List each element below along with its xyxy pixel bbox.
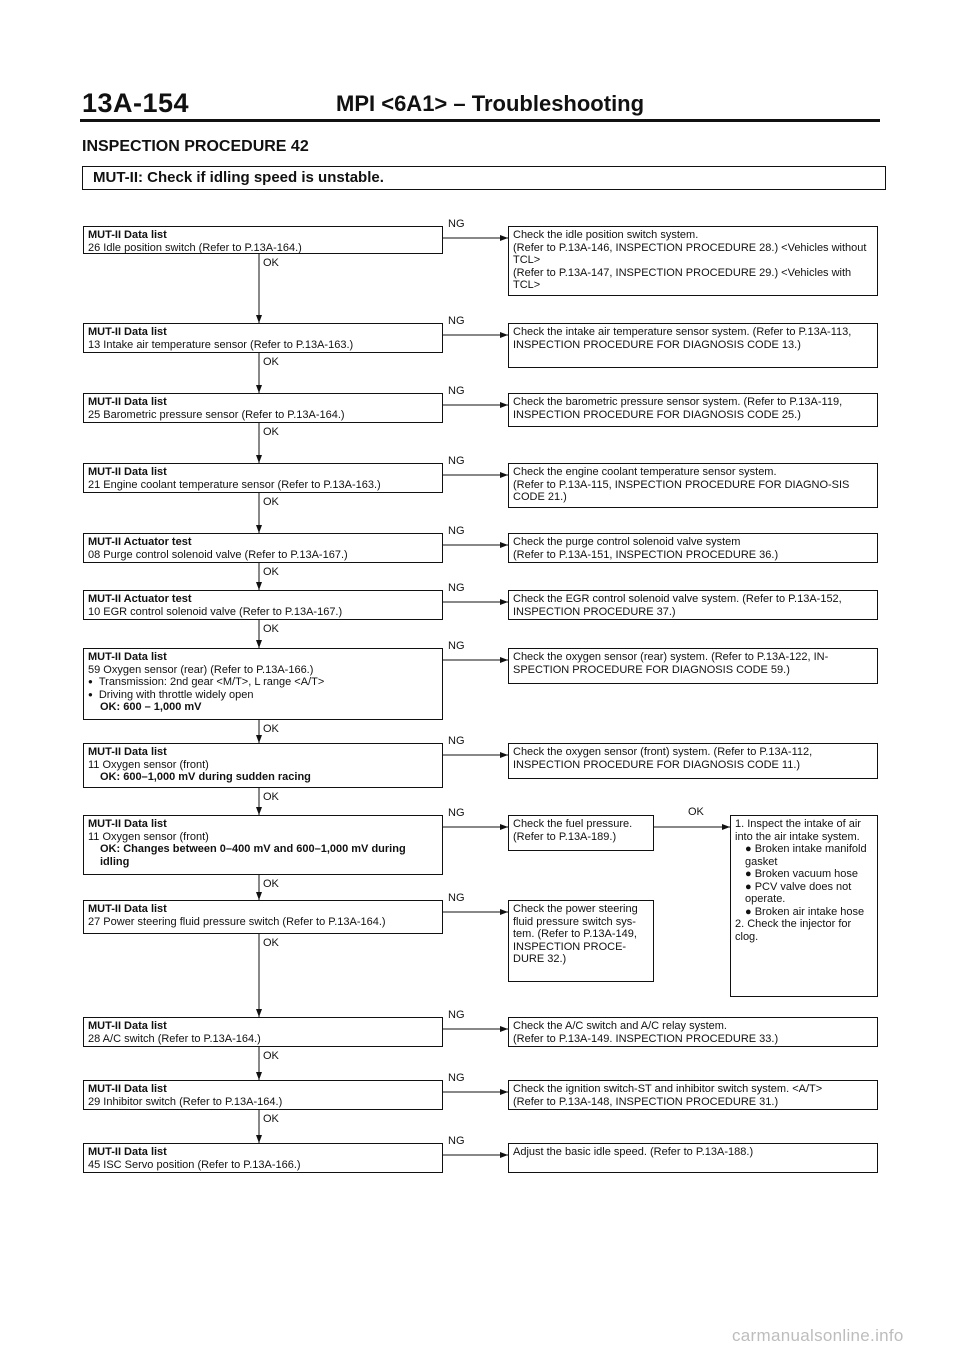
ng-action-box xyxy=(508,533,878,563)
arrow-head xyxy=(256,315,262,323)
ng-action-text: Check the ignition switch-ST and inhibitor switch system. <A/T> xyxy=(513,1083,823,1095)
arrow-head xyxy=(500,472,508,478)
ng-label: NG xyxy=(448,218,465,230)
step-line: 11 Oxygen sensor (front) xyxy=(88,758,209,771)
step-line: 26 Idle position switch (Refer to P.13A-164.) xyxy=(88,241,302,254)
arrow-head xyxy=(500,332,508,338)
ng-action-box xyxy=(508,463,878,508)
step-title: MUT-II Data list xyxy=(88,818,167,830)
ok-label: OK xyxy=(263,878,279,890)
arrow-head xyxy=(500,235,508,241)
step-title: MUT-II Data list xyxy=(88,903,167,915)
page-number: 13A-154 xyxy=(82,88,190,118)
ng-action-box xyxy=(508,590,878,620)
ng-action-text: Check the oxygen sensor (front) system. (Refer to P.13A-112, INSPECTION PROCEDURE FOR DIAGNOSIS CODE 11.) xyxy=(513,746,813,771)
arrow-head xyxy=(500,752,508,758)
step-box xyxy=(83,590,443,620)
step-line: 28 A/C switch (Refer to P.13A-164.) xyxy=(88,1032,261,1045)
ng-label: NG xyxy=(448,315,465,327)
ng-action-box xyxy=(508,648,878,684)
ok-label: OK xyxy=(263,356,279,368)
step-title: MUT-II Data list xyxy=(88,466,167,478)
ng-label: NG xyxy=(448,385,465,397)
step-title: MUT-II Data list xyxy=(88,396,167,408)
step-line: 29 Inhibitor switch (Refer to P.13A-164.) xyxy=(88,1095,283,1108)
step-box xyxy=(83,815,443,875)
arrow-head xyxy=(500,599,508,605)
step-line: OK: Changes between 0–400 mV and 600–1,000 mV during idling xyxy=(100,843,409,868)
ok-label: OK xyxy=(263,1050,279,1062)
step-title: MUT-II Data list xyxy=(88,651,167,663)
step-line: 59 Oxygen sensor (rear) (Refer to P.13A-166.) xyxy=(88,663,314,676)
ng-action-text: Check the A/C switch and A/C relay system. xyxy=(513,1020,727,1032)
inspect-box xyxy=(730,815,878,997)
arrow-head xyxy=(256,1072,262,1080)
step-line: 27 Power steering fluid pressure switch (Refer to P.13A-164.) xyxy=(88,915,386,928)
ng-action-box xyxy=(508,1080,878,1110)
arrow-head xyxy=(500,542,508,548)
step-box xyxy=(83,1080,443,1110)
ng-action-box xyxy=(508,743,878,779)
ok-label: OK xyxy=(263,1113,279,1125)
step-box xyxy=(83,533,443,563)
step-line: ● Transmission: 2nd gear <M/T>, L range <A/T> xyxy=(88,676,438,689)
ok-label: OK xyxy=(688,806,704,818)
step-line: ● Driving with throttle widely open xyxy=(88,689,438,702)
arrow-head xyxy=(256,582,262,590)
step-line: 13 Intake air temperature sensor (Refer to P.13A-163.) xyxy=(88,338,354,351)
ng-label: NG xyxy=(448,525,465,537)
ng-label: NG xyxy=(448,735,465,747)
ng-action-text: (Refer to P.13A-189.) xyxy=(513,830,617,843)
step-title: MUT-II Data list xyxy=(88,326,167,338)
ok-label: OK xyxy=(263,426,279,438)
arrow-head xyxy=(256,735,262,743)
ng-action-box xyxy=(508,1143,878,1173)
step-line: OK: 600 – 1,000 mV xyxy=(100,701,202,713)
step-box xyxy=(83,900,443,934)
ng-label: NG xyxy=(448,1135,465,1147)
watermark: carmanualsonline.info xyxy=(732,1326,904,1345)
ng-action-text: (Refer to P.13A-146, INSPECTION PROCEDURE 28.) <Vehicles without TCL> xyxy=(513,241,867,266)
arrow-head xyxy=(500,824,508,830)
ng-action-box xyxy=(508,1017,878,1047)
step-box xyxy=(83,463,443,493)
step-box xyxy=(83,226,443,254)
ok-label: OK xyxy=(263,937,279,949)
ng-action-box xyxy=(508,900,654,982)
ng-action-text: (Refer to P.13A-147, INSPECTION PROCEDURE 29.) <Vehicles with TCL> xyxy=(513,266,852,291)
arrow-head xyxy=(500,909,508,915)
step-line: 25 Barometric pressure sensor (Refer to P.13A-164.) xyxy=(88,408,345,421)
ng-action-box xyxy=(508,226,878,296)
step-box xyxy=(83,323,443,353)
ng-label: NG xyxy=(448,1009,465,1021)
step-title: MUT-II Data list xyxy=(88,1020,167,1032)
step-line: OK: 600–1,000 mV during sudden racing xyxy=(100,771,311,783)
ok-label: OK xyxy=(263,723,279,735)
ng-action-text: Check the purge control solenoid valve system xyxy=(513,536,741,548)
step-box xyxy=(83,393,443,423)
inspect-item: ● Broken air intake hose xyxy=(745,905,865,918)
step-line: 21 Engine coolant temperature sensor (Refer to P.13A-163.) xyxy=(88,478,381,491)
ng-action-text: Check the intake air temperature sensor system. (Refer to P.13A-113, INSPECTION PROCEDURE FOR DIAGNOSIS CODE 13.) xyxy=(513,326,852,351)
arrow-head xyxy=(722,824,730,830)
ng-action-text: (Refer to P.13A-151, INSPECTION PROCEDURE 36.) xyxy=(513,548,779,561)
step-box xyxy=(83,1017,443,1047)
arrow-head xyxy=(256,892,262,900)
inspect-item: ● Broken intake manifold gasket xyxy=(745,843,867,868)
procedure-title: INSPECTION PROCEDURE 42 xyxy=(82,138,309,155)
arrow-head xyxy=(500,657,508,663)
arrow-head xyxy=(256,525,262,533)
ok-label: OK xyxy=(263,791,279,803)
arrow-head xyxy=(500,1026,508,1032)
step-title: MUT-II Data list xyxy=(88,229,167,241)
step-box xyxy=(83,648,443,720)
step-title: MUT-II Data list xyxy=(88,746,167,758)
symptom-banner: MUT-II: Check if idling speed is unstable. xyxy=(82,166,886,190)
ng-label: NG xyxy=(448,807,465,819)
ok-label: OK xyxy=(263,257,279,269)
step-line: 08 Purge control solenoid valve (Refer to P.13A-167.) xyxy=(88,548,348,561)
ng-label: NG xyxy=(448,1072,465,1084)
arrow-head xyxy=(500,402,508,408)
ng-action-text: (Refer to P.13A-148, INSPECTION PROCEDURE 31.) xyxy=(513,1095,779,1108)
step-title: MUT-II Data list xyxy=(88,1083,167,1095)
step-line: 10 EGR control solenoid valve (Refer to P.13A-167.) xyxy=(88,605,343,618)
arrow-head xyxy=(500,1152,508,1158)
ng-action-text: (Refer to P.13A-149. INSPECTION PROCEDURE 33.) xyxy=(513,1032,779,1045)
step-box xyxy=(83,743,443,788)
ng-action-text: Check the idle position switch system. xyxy=(513,229,699,241)
step-title: MUT-II Data list xyxy=(88,1146,167,1158)
arrow-head xyxy=(256,640,262,648)
ng-action-box xyxy=(508,323,878,368)
step-line: 45 ISC Servo position (Refer to P.13A-166.) xyxy=(88,1158,301,1171)
ok-label: OK xyxy=(263,566,279,578)
section-title: MPI <6A1> – Troubleshooting xyxy=(336,91,645,116)
ng-label: NG xyxy=(448,640,465,652)
arrow-head xyxy=(256,1135,262,1143)
arrow-head xyxy=(256,385,262,393)
ng-action-text: Check the engine coolant temperature sensor system. xyxy=(513,466,777,478)
inspect-item: 2. Check the injector for clog. xyxy=(735,918,852,943)
ng-action-text: Adjust the basic idle speed. (Refer to P.13A-188.) xyxy=(513,1146,754,1158)
arrow-head xyxy=(256,455,262,463)
ng-action-text: Check the power steering fluid pressure switch sys-tem. (Refer to P.13A-149, INSPECTION PROCE-DURE 32.) xyxy=(513,903,638,965)
ng-action-text: Check the oxygen sensor (rear) system. (Refer to P.13A-122, IN-SPECTION PROCEDURE FOR DIAGNOSIS CODE 59.) xyxy=(513,651,829,676)
step-line: 11 Oxygen sensor (front) xyxy=(88,830,209,843)
inspect-item: ● PCV valve does not operate. xyxy=(745,880,852,905)
arrow-head xyxy=(256,1009,262,1017)
inspect-item: ● Broken vacuum hose xyxy=(745,868,859,880)
step-box xyxy=(83,1143,443,1173)
ok-label: OK xyxy=(263,623,279,635)
step-title: MUT-II Actuator test xyxy=(88,536,192,548)
ng-action-box xyxy=(508,815,654,851)
ok-label: OK xyxy=(263,496,279,508)
ng-action-text: Check the fuel pressure. xyxy=(513,818,633,830)
inspect-item: 1. Inspect the intake of air into the air intake system. xyxy=(735,818,861,843)
ng-action-text: Check the EGR control solenoid valve system. (Refer to P.13A-152, INSPECTION PROCEDURE 37.) xyxy=(513,593,842,618)
ng-label: NG xyxy=(448,455,465,467)
ng-label: NG xyxy=(448,892,465,904)
arrow-head xyxy=(500,1089,508,1095)
ng-label: NG xyxy=(448,582,465,594)
ng-action-text: Check the barometric pressure sensor system. (Refer to P.13A-119, INSPECTION PROCEDURE FOR DIAGNOSIS CODE 25.) xyxy=(513,396,843,421)
arrow-head xyxy=(256,807,262,815)
ng-action-box xyxy=(508,393,878,427)
step-title: MUT-II Actuator test xyxy=(88,593,192,605)
ng-action-text: (Refer to P.13A-115, INSPECTION PROCEDURE FOR DIAGNO-SIS CODE 21.) xyxy=(513,478,850,503)
